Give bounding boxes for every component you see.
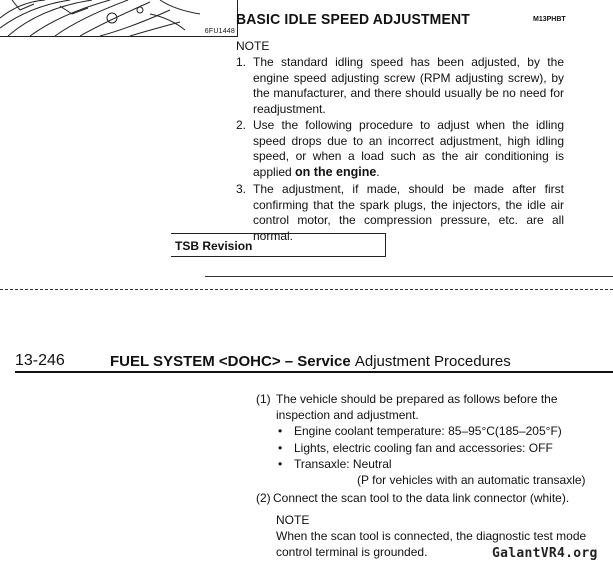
bullet-icon: • <box>278 457 283 471</box>
bullet-text: Engine coolant temperature: 85–95°C(185–205°F) <box>294 424 562 438</box>
note-item-2 <box>236 118 564 180</box>
note-item-number: 3. <box>236 182 247 196</box>
step-2-text: Connect the scan tool to the data link connector (white). <box>273 491 570 505</box>
step-1-line-1: The vehicle should be prepared as follows before the <box>276 392 558 406</box>
page-number: 13-246 <box>15 352 65 369</box>
bullet-text: Lights, electric cooling fan and accessories: OFF <box>294 441 553 455</box>
bullet-icon: • <box>278 424 283 438</box>
note-item-1 <box>236 55 564 117</box>
step-1-bullet-coolant <box>278 423 562 439</box>
section-header-title <box>110 353 511 370</box>
bullet-icon: • <box>278 441 283 455</box>
note-item-text-wrapper <box>253 118 564 180</box>
header-title-bold: FUEL SYSTEM <DOHC> – <box>110 353 294 370</box>
page-separator <box>0 289 613 290</box>
note-item-number: 1. <box>236 55 247 69</box>
step-1-bullet-lights <box>278 440 553 456</box>
step-2-note-line-1: When the scan tool is connected, the diagnostic test mode <box>276 529 587 543</box>
engine-illustration <box>0 0 238 37</box>
step-1-line-2: inspection and adjustment. <box>276 408 419 422</box>
header-title-rest: Adjustment Procedures <box>354 353 511 370</box>
section-title-basic-idle: BASIC IDLE SPEED ADJUSTMENT <box>236 11 470 28</box>
step-1-bullet-transaxle <box>278 456 392 472</box>
engine-illustration-drawing <box>0 0 237 36</box>
section-code: M13PHBT <box>533 16 566 23</box>
header-title-service: Service <box>297 353 351 370</box>
step-2-number: (2) <box>256 491 271 505</box>
note-item-text: The adjustment, if made, should be made after first confirming that the spark plugs, the injectors, the idle air control motor, the compression pressure, etc. are all normal. <box>253 182 564 243</box>
note-heading: NOTE <box>236 39 270 53</box>
header-rule <box>15 371 613 373</box>
note-item-number: 2. <box>236 118 247 132</box>
note-item-text: Use the following procedure to adjust when the idling speed drops due to an incorrect adjustment, high idling speed, or when a load such as the air conditioning is applied <box>253 118 564 179</box>
note-item-emphasis: on the engine <box>295 164 377 179</box>
note-item-tail: . <box>376 164 380 179</box>
bullet-text: Transaxle: Neutral <box>294 457 392 471</box>
tsb-revision-label: TSB Revision <box>175 239 253 253</box>
site-watermark: GalantVR4.org <box>492 546 598 561</box>
note-item-text: The standard idling speed has been adjusted, by the engine speed adjusting screw (RPM adjusting screw), by the manufacturer, and there should usually be no need for readjustment. <box>253 55 564 116</box>
step-1-number: (1) <box>256 392 271 406</box>
step-2-note-heading: NOTE <box>276 513 310 527</box>
tsb-revision-box <box>171 233 386 257</box>
step-1-bullet-sub: (P for vehicles with an automatic transaxle) <box>357 473 586 487</box>
tsb-rule <box>205 276 613 277</box>
step-2-note-line-2: control terminal is grounded. <box>276 545 428 559</box>
figure-code: 6FU1448 <box>204 28 235 35</box>
